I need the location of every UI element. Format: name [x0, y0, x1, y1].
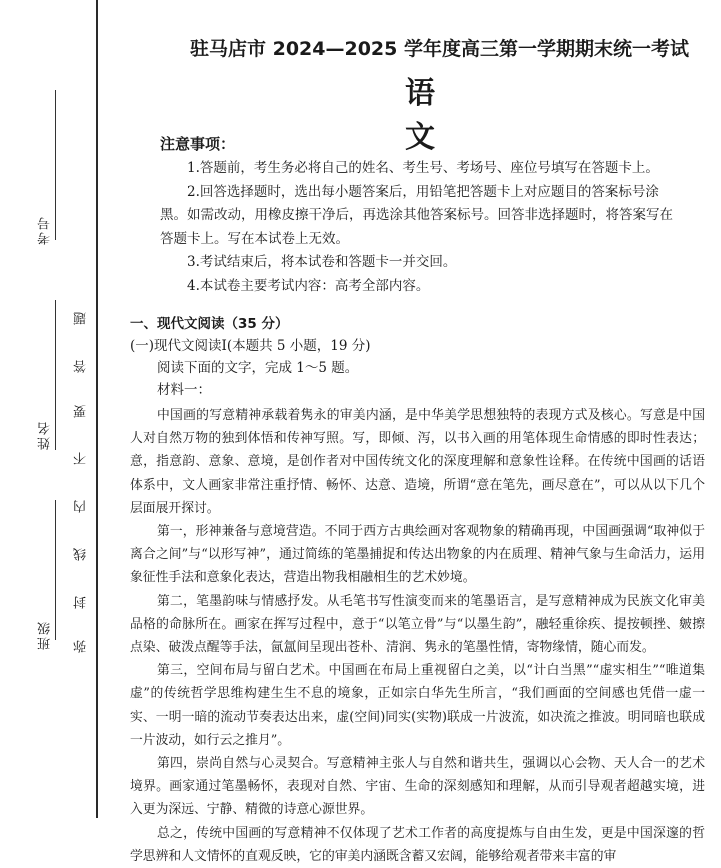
exam-title: 驻马店市 2024—2025 学年度高三第一学期期末统一考试 — [190, 38, 689, 60]
seal-char: 内 — [74, 500, 89, 513]
notice-item: 4.本试卷主要考试内容：高考全部内容。 — [187, 277, 430, 294]
seal-char: 答 — [74, 360, 89, 373]
passage-paragraph: 中国画的写意精神承载着隽永的审美内涵，是中华美学思想独特的表现方式及核心。写意是中国人对自然万物的独到体悟和传神写照。写，即倾、泻，以书入画的用笔体现生命情感的即时性表达；意，指意韵、意象、意境，是创作者对中国传统文化的深度理解和意象性诠释。在传统中国画的话语体系中，文人画家非常注重抒情、畅怀、达意、造境，所谓“意在笔先，画尽意在”，可以从以下几个层面展开探讨。 — [130, 408, 705, 516]
seal-char: 题 — [74, 312, 89, 325]
notice-item: 2.回答选择题时，选出每小题答案后，用铅笔把答题卡上对应题目的答案标号涂黑。如需改动，用橡皮擦干净后，再选涂其他答案标号。回答非选择题时，将答案写在答题卡上。写在本试卷上无效。 — [160, 183, 673, 247]
name-label: 姓名 — [38, 420, 53, 450]
section-instruction: 阅读下面的文字，完成 1～5 题。 — [157, 360, 359, 376]
notice-list — [160, 157, 680, 298]
passage-paragraph: 第二，笔墨韵味与情感抒发。从毛笔书写性演变而来的笔墨语言，是写意精神成为民族文化审美品格的命脉所在。画家在挥写过程中，意于“以笔立骨”与“以墨生韵”，融轻重徐疾、提按顿挫、皴擦点染、破泼点醒等手法，氤氲间呈现出苍朴、清润、隽永的笔墨性情，寄物缘情，随心而发。 — [130, 593, 705, 656]
seal-char: 要 — [74, 405, 89, 418]
seal-char: 封 — [74, 596, 89, 609]
seal-char: 弥 — [74, 640, 89, 653]
passage-paragraph: 总之，传统中国画的写意精神不仅体现了艺术工作者的高度提炼与自由生发，更是中国深邃的哲学思辨和人文情怀的直观反映，它的审美内涵既含蓄又宏阔，能够给观者带来丰富的审 — [130, 825, 705, 864]
passage — [130, 404, 705, 868]
notice-title: 注意事项： — [160, 135, 236, 153]
section-subheading: (一)现代文阅读Ⅰ(本题共 5 小题，19 分) — [130, 338, 371, 354]
binding-line — [96, 0, 98, 818]
reading-section — [130, 313, 705, 868]
class-line — [55, 500, 56, 640]
passage-paragraph: 第一，形神兼备与意境营造。不同于西方古典绘画对客观物象的精确再现，中国画强调“取神似于离合之间”与“以形写神”，通过简练的笔墨捕捉和传达出物象的内在质理、精神气象与生命活力，运用象征性手法和意象化表达，营造出物我相融相生的艺术妙境。 — [130, 524, 705, 586]
passage-paragraph: 第三，空间布局与留白艺术。中国画在布局上重视留白之美，以“计白当黑”“虚实相生”“唯道集虚”的传统哲学思维构建生生不息的境象，正如宗白华先生所言，“我们画面的空间感也凭借一虚一实、一明一暗的流动节奏表达出来，虚(空间)同实(实物)联成一片波流，如决流之推波。明同暗也联成一片波动，如行云之推月”。 — [130, 663, 705, 748]
notice-item: 3.考试结束后，将本试卷和答题卡一并交回。 — [187, 254, 457, 270]
section-heading: 一、现代文阅读（35 分） — [130, 316, 289, 332]
seal-char: 不 — [74, 452, 89, 465]
notice-item: 1.答题前，考生务必将自己的姓名、考生号、考场号、座位号填写在答题卡上。 — [187, 160, 659, 176]
material-label: 材料一： — [157, 382, 211, 398]
passage-paragraph: 第四，崇尚自然与心灵契合。写意精神主张人与自然和谐共生，强调以心会物、天人合一的艺术境界。画家通过笔墨畅怀，表现对自然、宇宙、生命的深刻感知和理解，从而引导观者超越实境，进入更为深远、宁静、精微的诗意心源世界。 — [130, 756, 705, 818]
binding-margin — [0, 0, 120, 818]
class-label: 班级 — [38, 620, 53, 650]
subject-title: 语 文 — [405, 76, 495, 155]
exam-number-label: 考号 — [38, 215, 53, 245]
seal-char: 线 — [74, 548, 89, 561]
